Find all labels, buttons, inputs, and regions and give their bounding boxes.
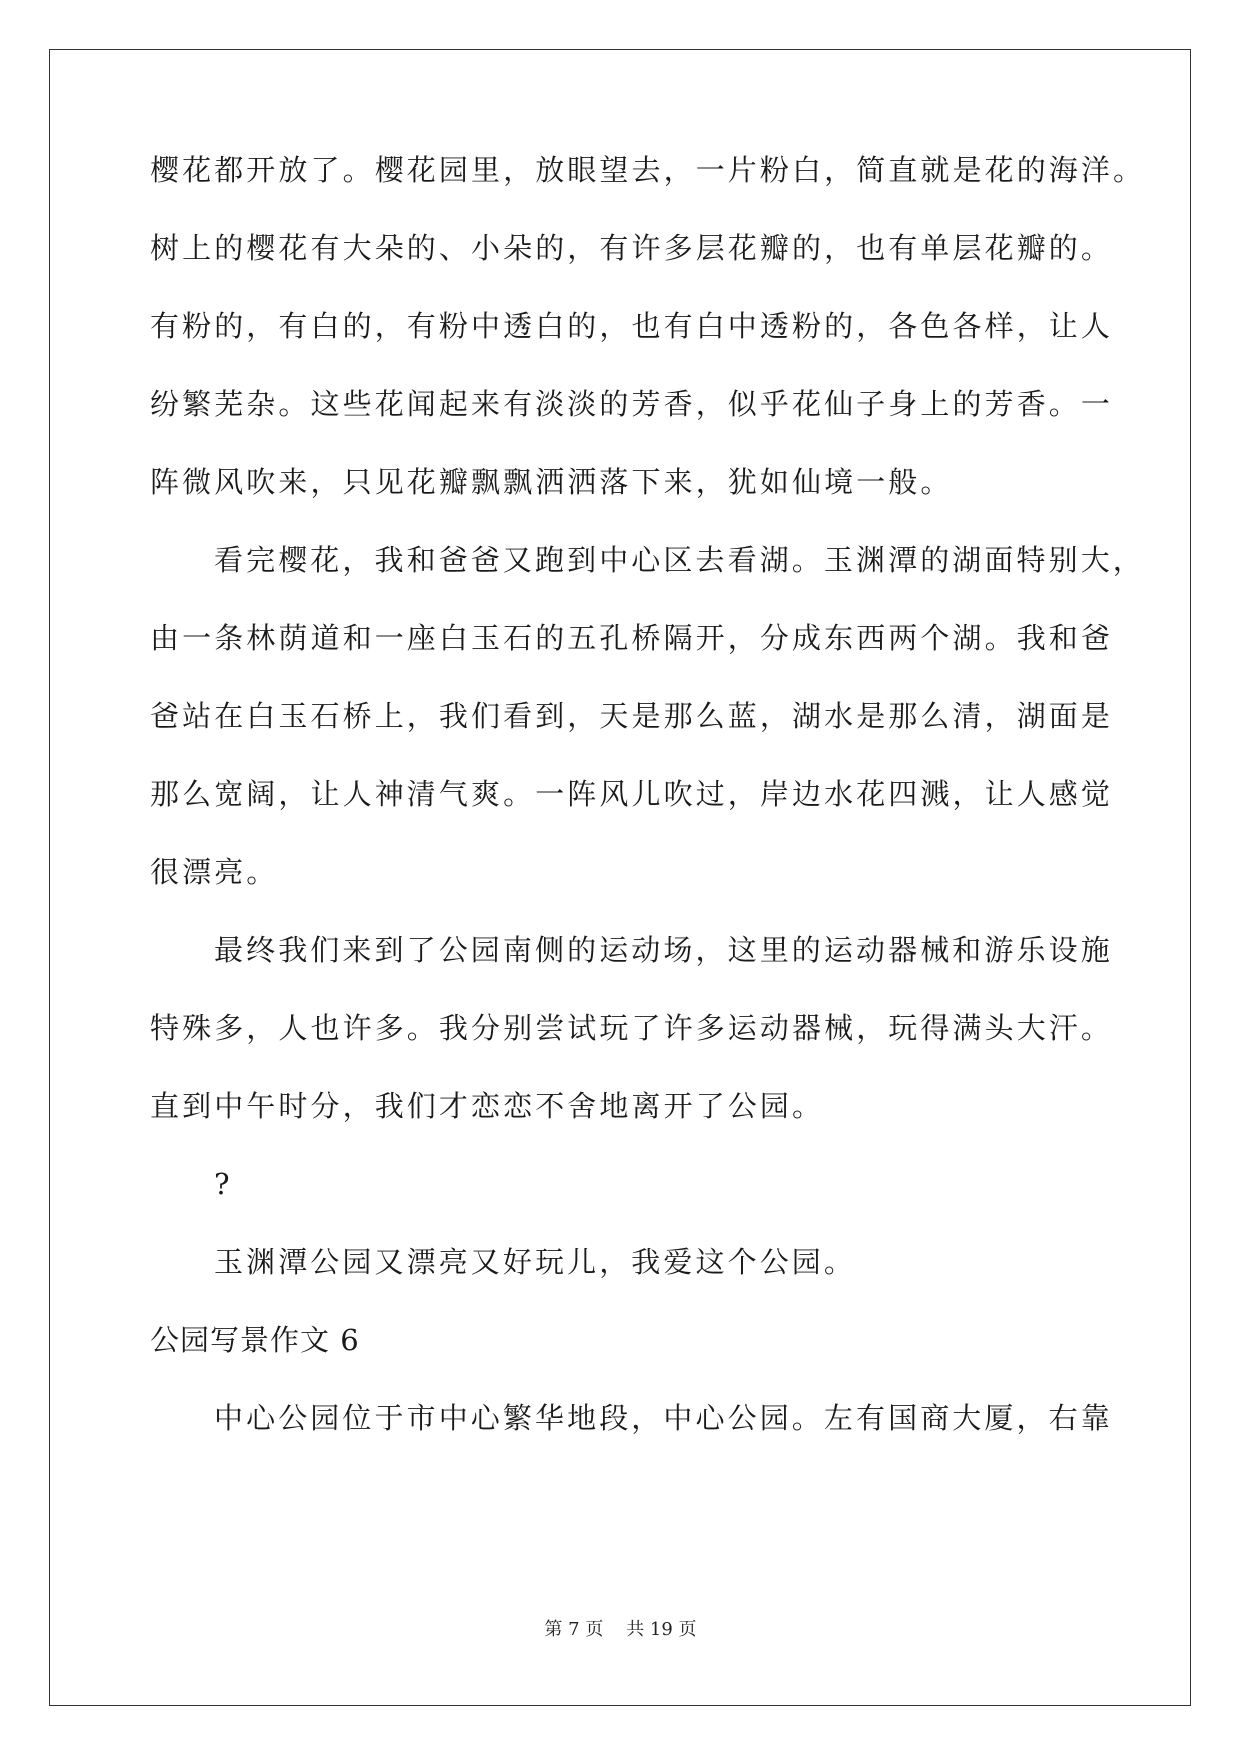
text-line: 樱花都开放了。樱花园里，放眼望去，一片粉白，简直就是花的海洋。 (150, 153, 1146, 187)
section-heading: 公园写景作文 6 (150, 1323, 360, 1357)
text-line: 纷繁芜杂。这些花闻起来有淡淡的芳香，似乎花仙子身上的芳香。一 (150, 387, 1114, 421)
text-line: 直到中午时分，我们才恋恋不舍地离开了公园。 (150, 1089, 825, 1123)
text-line: 树上的樱花有大朵的、小朵的，有许多层花瓣的，也有单层花瓣的。 (150, 231, 1114, 265)
paragraph-first-line: 看完樱花，我和爸爸又跑到中心区去看湖。玉渊潭的湖面特别大， (214, 543, 1145, 577)
text-line: 爸站在白玉石桥上，我们看到，天是那么蓝，湖水是那么清，湖面是 (150, 699, 1114, 733)
text-line: 那么宽阔，让人神清气爽。一阵风儿吹过，岸边水花四溅，让人感觉 (150, 777, 1114, 811)
paragraph-first-line: 最终我们来到了公园南侧的运动场，这里的运动器械和游乐设施 (214, 933, 1113, 967)
paragraph-first-line: 中心公园位于市中心繁华地段，中心公园。左有国商大厦，右靠 (214, 1401, 1113, 1435)
paragraph-first-line: 玉渊潭公园又漂亮又好玩儿，我爱这个公园。 (214, 1245, 857, 1279)
text-line: 特殊多，人也许多。我分别尝试玩了许多运动器械，玩得满头大汗。 (150, 1011, 1114, 1045)
question-mark-line: ? (214, 1167, 233, 1201)
text-line: 有粉的，有白的，有粉中透白的，也有白中透粉的，各色各样，让人 (150, 309, 1114, 343)
text-line: 由一条林荫道和一座白玉石的五孔桥隔开，分成东西两个湖。我和爸 (150, 621, 1114, 655)
page-footer: 第 7 页 共 19 页 (544, 1619, 697, 1640)
text-line: 阵微风吹来，只见花瓣飘飘洒洒落下来，犹如仙境一般。 (150, 465, 953, 499)
text-line: 很漂亮。 (150, 855, 279, 889)
